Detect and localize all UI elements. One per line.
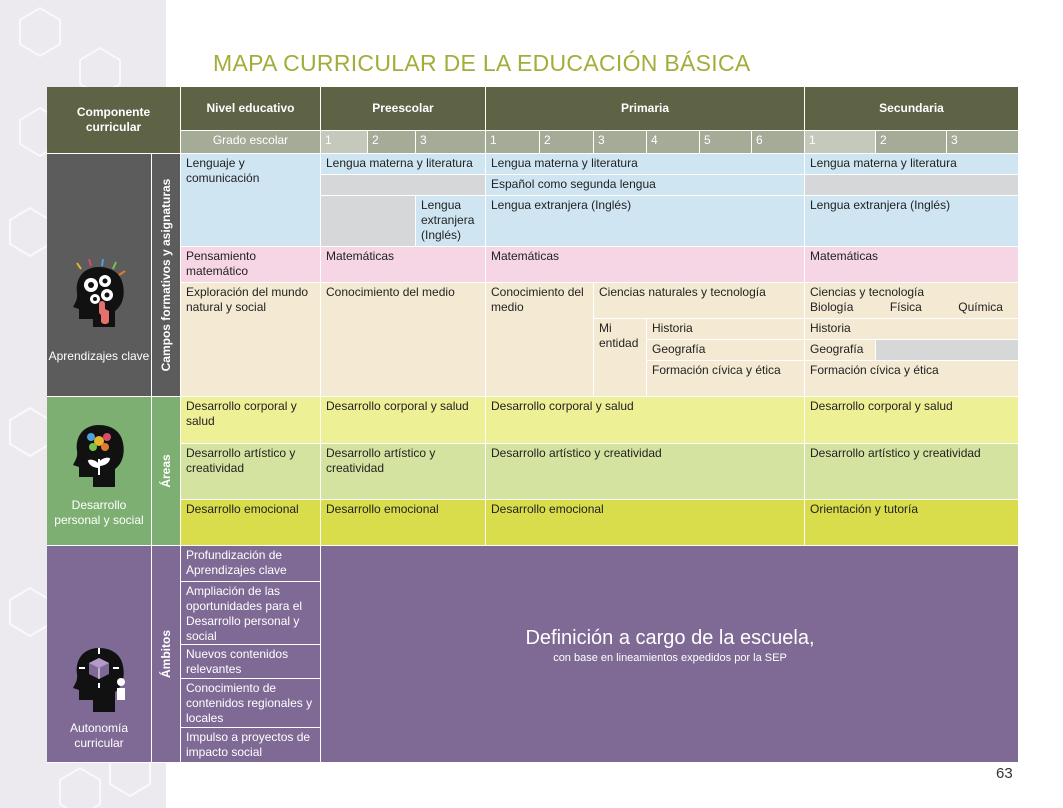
grade-cell: 1	[805, 131, 876, 154]
artistico-secundaria: Desarrollo artístico y creatividad	[805, 444, 1019, 500]
orientacion-secundaria: Orientación y tutoría	[805, 500, 1019, 546]
lengua-extranjera-secundaria: Lengua extranjera (Inglés)	[805, 196, 1019, 247]
matematicas-secundaria: Matemáticas	[805, 247, 1019, 283]
fisica-label: Física	[889, 300, 922, 314]
grade-cell: 2	[540, 131, 594, 154]
ciencias-tecnologia-title: Ciencias y tecnología	[810, 285, 925, 299]
geografia-primaria: Geografía	[647, 340, 805, 361]
grade-cell: 3	[594, 131, 647, 154]
cube-head-icon	[69, 642, 131, 714]
artistico-primaria: Desarrollo artístico y creatividad	[486, 444, 805, 500]
artistico-preescolar: Desarrollo artístico y creatividad	[321, 444, 486, 500]
ambito-item: Conocimiento de contenidos regionales y locales	[181, 679, 321, 728]
empty-cell	[805, 175, 1019, 196]
ciencias-naturales: Ciencias naturales y tecnología	[594, 283, 805, 319]
campo-pensamiento: Pensamiento matemático	[181, 247, 321, 283]
geografia-secundaria: Geografía	[805, 340, 876, 361]
mi-entidad: Mi entidad	[594, 319, 647, 397]
formacion-primaria: Formación cívica y ética	[647, 361, 805, 397]
espanol-segunda-lengua: Español como segunda lengua	[486, 175, 805, 196]
grade-cell: 6	[752, 131, 805, 154]
header-grado: Grado escolar	[181, 131, 321, 154]
header-secundaria: Secundaria	[805, 87, 1019, 131]
page-number: 63	[996, 765, 1013, 782]
campo-lenguaje: Lenguaje y comunicación	[181, 154, 321, 247]
empty-cell	[321, 175, 486, 196]
lengua-materna-preescolar: Lengua materna y literatura	[321, 154, 486, 175]
biologia-label: Biología	[810, 300, 854, 314]
brain-gears-icon	[69, 259, 131, 329]
area-artistico: Desarrollo artístico y creatividad	[181, 444, 321, 500]
header-componente: Componente curricular	[47, 87, 181, 154]
ambito-item: Profundización de Aprendizajes clave	[181, 546, 321, 582]
definicion-main: Definición a cargo de la escuela,	[525, 627, 815, 649]
corporal-secundaria: Desarrollo corporal y salud	[805, 397, 1019, 444]
grade-cell: 2	[368, 131, 416, 154]
quimica-label: Química	[958, 300, 1003, 314]
historia-primaria: Historia	[647, 319, 805, 340]
ciencias-tecnologia	[805, 283, 1019, 319]
campo-exploracion: Exploración del mundo natural y social	[181, 283, 321, 397]
ambito-item: Nuevos contenidos relevantes	[181, 645, 321, 679]
grade-cell: 3	[416, 131, 486, 154]
hands-plant-head-icon	[69, 419, 131, 489]
grade-cell: 2	[876, 131, 947, 154]
component-desarrollo	[47, 397, 152, 546]
vertical-label-areas	[152, 397, 181, 546]
area-corporal: Desarrollo corporal y salud	[181, 397, 321, 444]
component-label: Autonomía curricular	[69, 721, 129, 750]
matematicas-primaria: Matemáticas	[486, 247, 805, 283]
lengua-materna-secundaria: Lengua materna y literatura	[805, 154, 1019, 175]
definicion-sub: con base en lineamientos expedidos por la SEP	[553, 652, 787, 664]
vertical-label-campos	[152, 154, 181, 397]
component-aprendizajes	[47, 154, 152, 397]
formacion-secundaria: Formación cívica y ética	[805, 361, 1019, 397]
grade-cell: 1	[486, 131, 540, 154]
lengua-materna-primaria: Lengua materna y literatura	[486, 154, 805, 175]
lengua-extranjera-primaria: Lengua extranjera (Inglés)	[486, 196, 805, 247]
definicion-text	[321, 547, 1019, 763]
vertical-label-text: Ámbitos	[159, 630, 173, 678]
grade-cell: 4	[647, 131, 700, 154]
component-label: Aprendizajes clave	[48, 349, 150, 363]
emocional-preescolar: Desarrollo emocional	[321, 500, 486, 546]
component-autonomia	[47, 546, 152, 763]
ambito-item: Ampliación de las oportunidades para el Desarrollo personal y social	[181, 582, 321, 645]
empty-cell	[321, 196, 416, 247]
corporal-primaria: Desarrollo corporal y salud	[486, 397, 805, 444]
grade-cell: 1	[321, 131, 368, 154]
grade-cell: 3	[947, 131, 1019, 154]
conocimiento-medio-preescolar: Conocimiento del medio	[321, 283, 486, 397]
vertical-label-ambitos	[152, 546, 181, 763]
corporal-preescolar: Desarrollo corporal y salud	[321, 397, 486, 444]
vertical-label-text: Áreas	[159, 454, 173, 488]
page-title: MAPA CURRICULAR DE LA EDUCACIÓN BÁSICA	[213, 50, 751, 76]
area-emocional: Desarrollo emocional	[181, 500, 321, 546]
historia-secundaria: Historia	[805, 319, 1019, 340]
lengua-extranjera-preescolar: Lengua extranjera (Inglés)	[416, 196, 486, 247]
emocional-primaria: Desarrollo emocional	[486, 500, 805, 546]
header-preescolar: Preescolar	[321, 87, 486, 131]
conocimiento-medio-primaria: Conocimiento del medio	[486, 283, 594, 397]
matematicas-preescolar: Matemáticas	[321, 247, 486, 283]
vertical-label-text: Campos formativos y asignaturas	[159, 178, 173, 372]
component-label: Desarrollo personal y social	[54, 498, 144, 527]
grade-cell: 5	[700, 131, 752, 154]
header-primaria: Primaria	[486, 87, 805, 131]
header-nivel: Nivel educativo	[181, 87, 321, 131]
empty-cell	[876, 340, 1019, 361]
ambito-item: Impulso a proyectos de impacto social	[181, 728, 321, 763]
ciencias-subjects	[810, 300, 1013, 315]
